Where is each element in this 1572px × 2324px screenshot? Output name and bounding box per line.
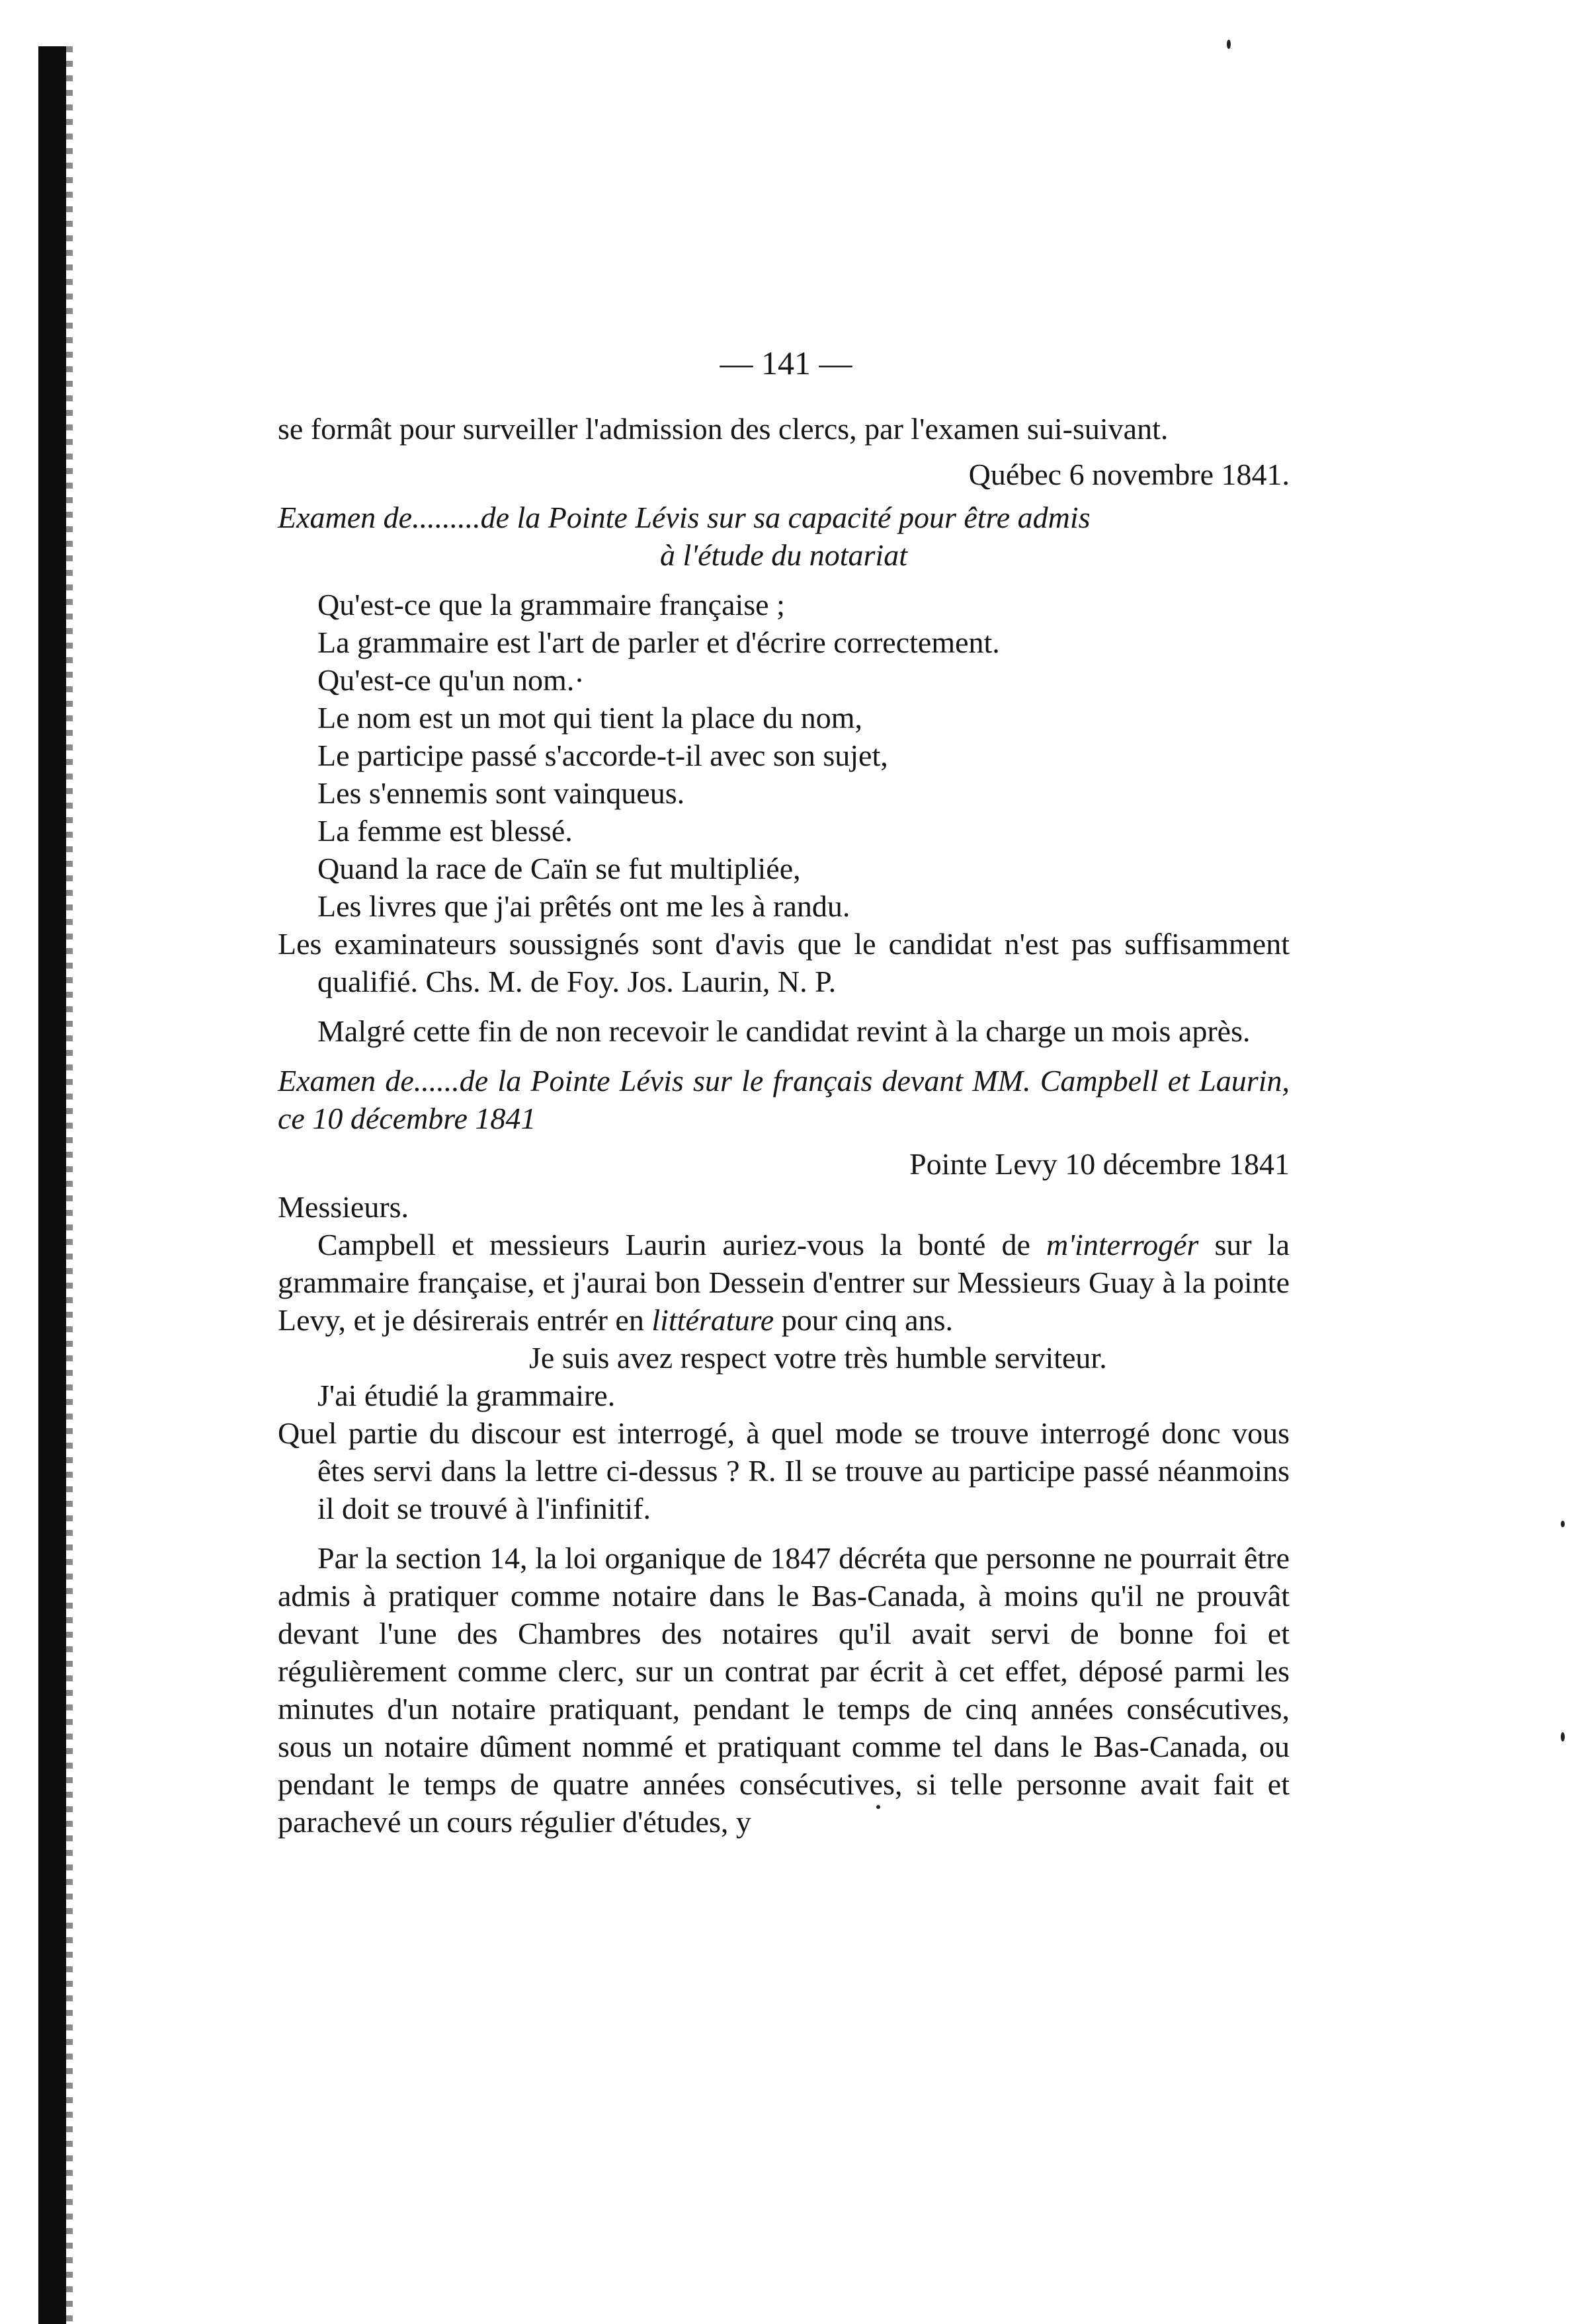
final-paragraph: Par la section 14, la loi organique de 1847 décréta que personne ne pourrait être admis à pratiquer comme notaire dans le Bas-Canada, à moins qu'il ne prouvât devant l'une des Chambres des notaires qu'il avait servi de bonne foi et régulièrement comme clerc, sur un contrat par écrit à cet effet, déposé parmi les minutes d'un notaire pratiquant, pendant le temps de cinq années consécutives, sous un notaire dûment nommé et pratiquant comme tel dans le Bas-Canada, ou pendant le temps de quatre années consécutives, si telle personne avait fait et parachevé un cours régulier d'études, y: [278, 1541, 1290, 1839]
exam1-line: Les s'ennemis sont vainqueus.: [317, 776, 685, 810]
page-binding-edge: [38, 46, 66, 2324]
letter-answer: J'ai étudié la grammaire.: [317, 1379, 616, 1412]
letter-body-start: Campbell et messieurs Laurin auriez-vous la bonté de: [317, 1228, 1046, 1262]
letter-body: [278, 1226, 1290, 1339]
letter-body-middle: sur la grammaire française, et j'aurai bon Dessein d'entrer sur Messieurs Guay à la pointe Levy, et je désirerais entrér en: [278, 1228, 1290, 1337]
exam1-subheading: à l'étude du notariat: [660, 538, 907, 572]
page-body: [278, 410, 1290, 1841]
scan-speck: [1561, 1732, 1565, 1742]
exam1-line: Qu'est-ce que la grammaire française ;: [317, 588, 785, 621]
page-number: — 141 —: [720, 344, 852, 381]
exam1-verdict: Les examinateurs soussignés sont d'avis que le candidat n'est pas suffisamment qualifié. Chs. M. de Foy. Jos. Laurin, N. P.: [278, 927, 1290, 998]
scan-speck: [1561, 1521, 1565, 1527]
letter-date: Pointe Levy 10 décembre 1841: [909, 1147, 1290, 1181]
exam1-line: Le nom est un mot qui tient la place du nom,: [317, 701, 863, 735]
letter-closing: Je suis avez respect votre très humble serviteur.: [529, 1341, 1107, 1375]
letter-body-emphasis: littérature: [651, 1303, 774, 1337]
date-quebec: Québec 6 novembre 1841.: [968, 458, 1290, 491]
letter-answer: Quel partie du discour est interrogé, à quel mode se trouve interrogé donc vous êtes servi dans la lettre ci-dessus ? R. Il se trouve au participe passé néanmoins il doit se trouvé à l'infinitif.: [278, 1416, 1290, 1525]
transition-paragraph: Malgré cette fin de non recevoir le candidat revint à la charge un mois après.: [317, 1014, 1251, 1048]
exam1-line: Le participe passé s'accorde-t-il avec son sujet,: [317, 739, 888, 772]
scan-speck: [1227, 40, 1231, 49]
exam1-line: Quand la race de Caïn se fut multipliée,: [317, 852, 801, 885]
exam1-line: La grammaire est l'art de parler et d'écrire correctement.: [317, 625, 1000, 659]
exam2-heading: Examen de......de la Pointe Lévis sur le français devant MM. Campbell et Laurin, ce 10 décembre 1841: [278, 1064, 1290, 1135]
letter-body-end: pour cinq ans.: [774, 1303, 954, 1337]
exam1-heading: Examen de.........de la Pointe Lévis sur sa capacité pour être admis: [278, 501, 1091, 534]
opening-paragraph: se formât pour surveiller l'admission des clercs, par l'examen sui-suivant.: [278, 412, 1169, 446]
letter-body-emphasis: m'interrogér: [1046, 1228, 1199, 1262]
letter-salutation: Messieurs.: [278, 1190, 409, 1224]
exam1-line: La femme est blessé.: [317, 814, 573, 848]
exam1-line: Les livres que j'ai prêtés ont me les à randu.: [317, 889, 850, 923]
exam1-line: Qu'est-ce qu'un nom.·: [317, 663, 585, 697]
